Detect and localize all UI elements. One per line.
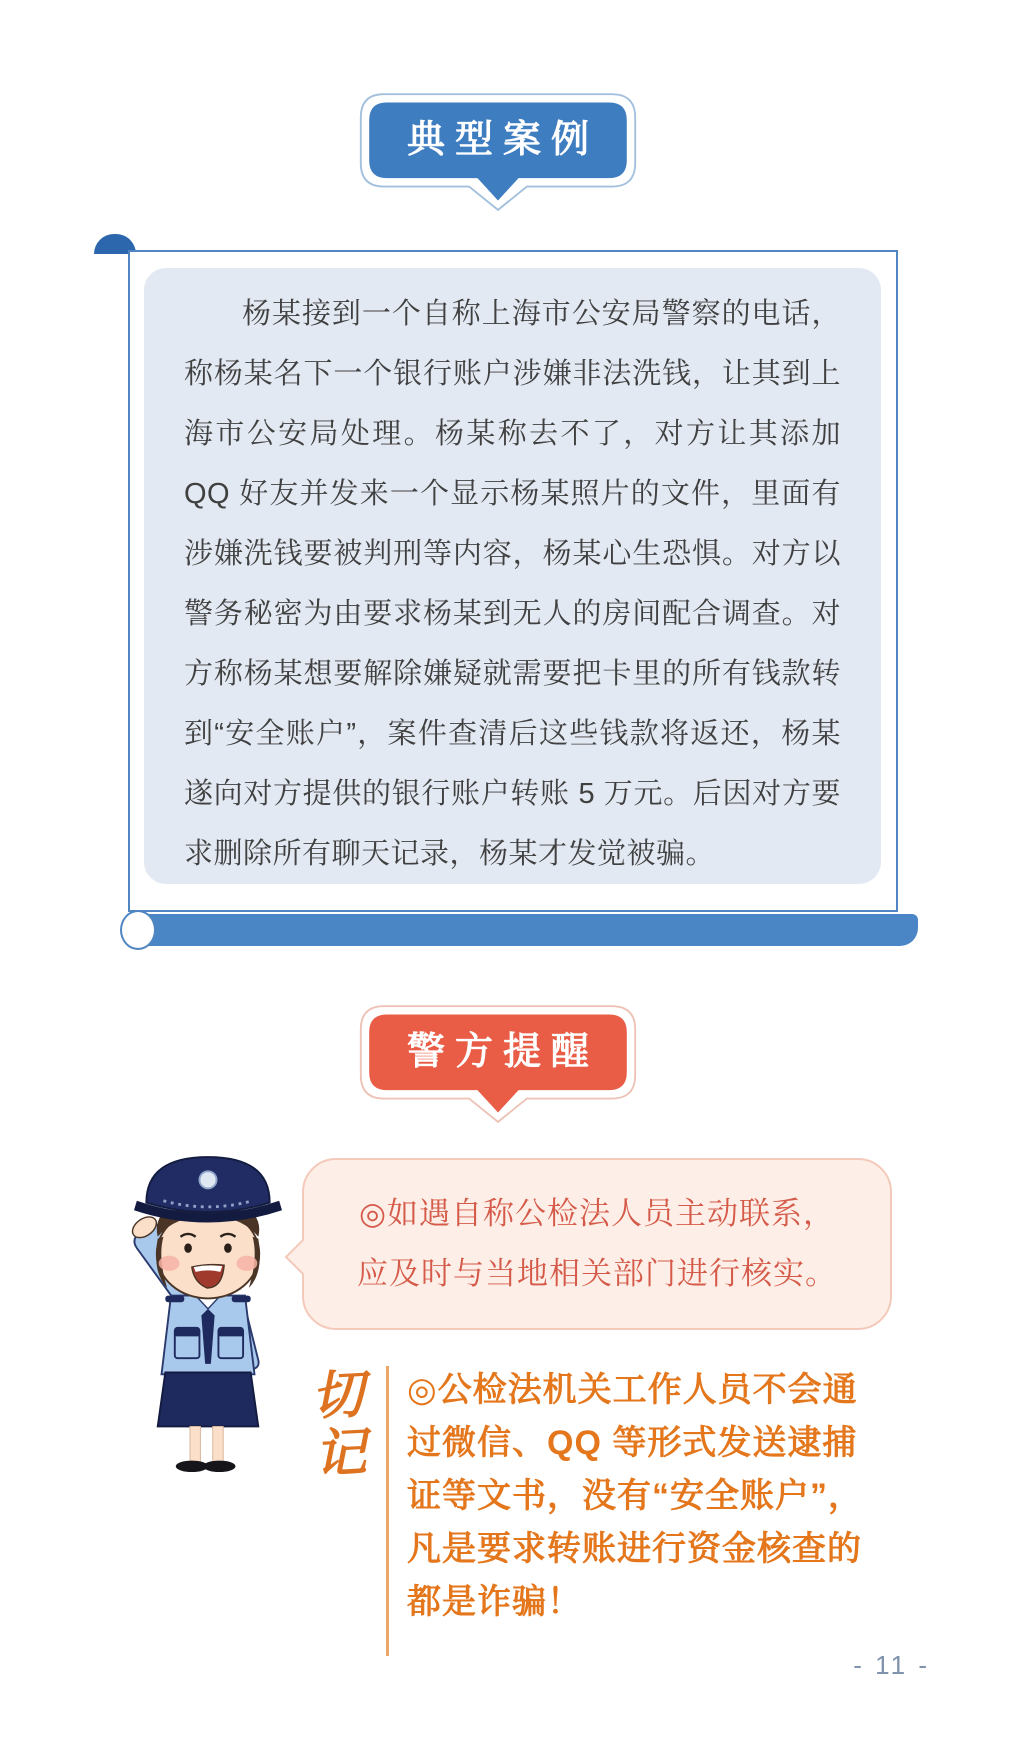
remember-line: 过微信、QQ 等形式发送逮捕 (407, 1424, 858, 1462)
case-banner (358, 90, 638, 214)
page-number: - 11 - (853, 1650, 930, 1680)
remember-line: 都是诈骗！ (407, 1583, 582, 1621)
remember-label-char: 记 (313, 1424, 368, 1485)
police-officer-illustration (102, 1140, 314, 1472)
speech-line: ◎如遇自称公检法人员主动联系， (358, 1196, 836, 1231)
remember-line: 证等文书，没有“安全账户”， (407, 1477, 863, 1515)
case-paragraph: 杨某接到一个自称上海市公安局警察的电话，称杨某名下一个银行账户涉嫌非法洗钱，让其到上海市公安局处理。杨某称去不了，对方让其添加QQ 好友并发来一个显示杨某照片的文件，里面有涉嫌洗钱要被判刑等内容，杨某心生恐惧。对方以警务秘密为由要求杨某到无人的房间配合调查。对方称杨某想要解除嫌疑就需要把卡里的所有钱款转到“安全账户”，案件查清后这些钱款将返还，杨某遂向对方提供的银行账户转账 5 万元。后因对方要求删除所有聊天记录，杨某才发觉被骗。 (184, 298, 841, 870)
case-scroll-paper (128, 250, 898, 912)
remember-text (407, 1362, 910, 1629)
police-banner-title: 警方提醒 (406, 1031, 599, 1073)
police-speech-bubble (302, 1158, 892, 1330)
remember-line: ◎公检法机关工作人员不会通 (407, 1371, 858, 1409)
police-reminder-banner (358, 1002, 638, 1126)
speech-line: 应及时与当地相关部门进行核实。 (357, 1256, 837, 1291)
case-text-box (144, 268, 881, 884)
scroll-roll-bar (138, 914, 918, 946)
remember-divider (386, 1366, 389, 1656)
scroll-roll-end-cap (120, 910, 156, 950)
police-officer-salute-graphic (102, 1140, 314, 1472)
remember-block (300, 1362, 910, 1656)
remember-label (297, 1366, 381, 1486)
case-banner-title: 典型案例 (406, 119, 599, 161)
remember-label-char: 切 (309, 1366, 365, 1427)
remember-line: 凡是要求转账进行资金核查的 (407, 1530, 862, 1568)
